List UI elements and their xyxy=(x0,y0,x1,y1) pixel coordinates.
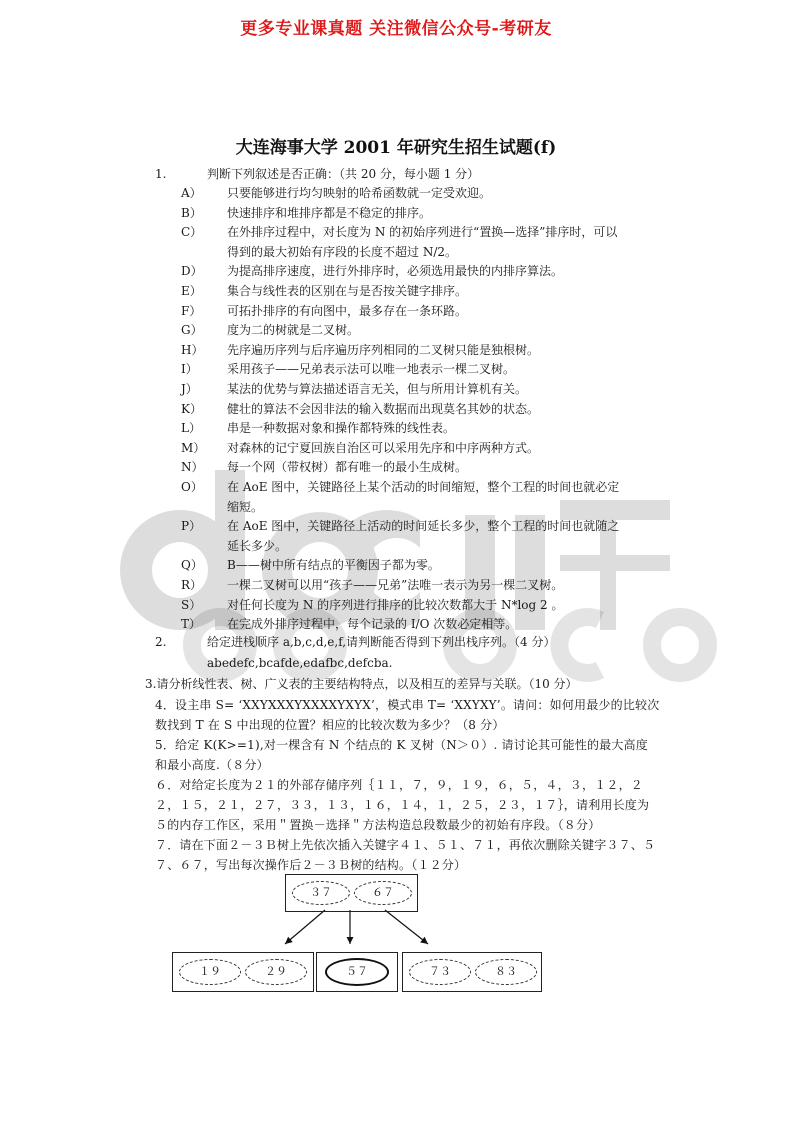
item-text: 快速排序和堆排序都是不稳定的排序。 xyxy=(227,205,432,220)
item-text: 一棵二叉树可以用“孩子——兄弟”法唯一表示为另一棵二叉树。 xyxy=(227,578,564,592)
item-text: 在 AoE 图中，关键路径上某个活动的时间缩短，整个工程的时间也就必定 xyxy=(227,480,620,494)
tree-key: ３７ xyxy=(292,881,350,905)
question-6: ６．对给定长度为２１的外部存储序列｛１１，７，９，１９，６，５，４，３，１２，２２，１５，２１，２７，３３，１３，１６，１４，１，２５，２３，１７｝，请利用长度为５的内存工作区，采用＂置换－选择＂方法构造总段数最少的初始有序段。（８分） xyxy=(155,778,650,832)
item-text: 每一个网（带权树）都有唯一的最小生成树。 xyxy=(227,460,468,475)
tree-key: ８３ xyxy=(475,959,537,985)
item-label: P） xyxy=(181,519,202,534)
item-label: L） xyxy=(181,421,201,436)
tree-root-node xyxy=(285,874,418,912)
item-label: S） xyxy=(181,597,202,612)
item-label: A） xyxy=(181,186,202,200)
item-label: R） xyxy=(181,578,203,592)
item-text-continued: 缩短。 xyxy=(227,499,264,514)
item-text-continued: 得到的最大初始有序段的长度不超过 N/2。 xyxy=(227,244,457,259)
item-text: 只要能够进行均匀映射的哈希函数就一定受欢迎。 xyxy=(227,186,492,200)
item-text: 在 AoE 图中，关键路径上活动的时间延长多少，整个工程的时间也就随之 xyxy=(227,519,620,534)
exam-title: 大连海事大学 2001 年研究生招生试题(f) xyxy=(235,138,557,158)
item-label: N） xyxy=(181,460,204,475)
tree-key: １９ xyxy=(179,959,241,985)
tree-left-node xyxy=(172,952,314,992)
question-3: 3.请分析线性表、树、广义表的主要结构特点，以及相互的差异与关联。（10 分） xyxy=(145,677,578,691)
item-label: H） xyxy=(181,342,204,357)
item-text: 可拓扑排序的有向图中，最多存在一条环路。 xyxy=(227,303,468,318)
question-number: 1. xyxy=(155,167,167,181)
item-text: 采用孩子——兄弟表示法可以唯一地表示一棵二叉树。 xyxy=(227,362,516,377)
item-label: K） xyxy=(181,401,202,416)
item-label: C） xyxy=(181,225,203,240)
item-text-continued: 延长多少。 xyxy=(227,538,288,553)
item-text: 健壮的算法不会因非法的输入数据而出现莫名其妙的状态。 xyxy=(227,401,540,416)
item-label: I） xyxy=(181,362,198,377)
question-number: 2. xyxy=(155,635,167,649)
item-text: 度为二的树就是二叉树。 xyxy=(227,323,360,338)
item-text: 在外排序过程中，对长度为 N 的初始序列进行“置换—选择”排序时，可以 xyxy=(227,225,618,240)
item-label: B） xyxy=(181,205,202,220)
item-label: F） xyxy=(181,303,202,318)
tree-middle-node xyxy=(316,952,398,992)
item-label: Q） xyxy=(181,558,203,573)
item-label: M） xyxy=(181,440,206,455)
tree-right-node xyxy=(402,952,542,992)
item-label: O） xyxy=(181,480,203,494)
item-text: 某法的优势与算法描述语言无关，但与所用计算机有关。 xyxy=(227,382,528,396)
item-label: D） xyxy=(181,264,203,279)
question-stem: 判断下列叙述是否正确：（共 20 分，每小题 1 分） xyxy=(207,167,480,181)
promo-banner: 更多专业课真题 关注微信公众号-考研友 xyxy=(240,19,552,39)
item-label: E） xyxy=(181,284,202,298)
item-label: T） xyxy=(181,617,202,632)
item-text: 串是一种数据对象和操作都特殊的线性表。 xyxy=(227,421,456,436)
item-text: 集合与线性表的区别在与是否按关键字排序。 xyxy=(227,284,468,298)
item-text: 为提高排序速度，进行外排序时，必须选用最快的内排序算法。 xyxy=(227,264,564,279)
tree-key: ２９ xyxy=(245,959,307,985)
item-text: 先序遍历序列与后序遍历序列相同的二叉树只能是独根树。 xyxy=(227,342,540,357)
question-text-continued: abedefc,bcafde,edafbc,defcba. xyxy=(207,656,393,670)
item-label: G） xyxy=(181,323,203,338)
tree-key: ７３ xyxy=(409,959,471,985)
item-text: 在完成外排序过程中，每个记录的 I/O 次数必定相等。 xyxy=(227,617,518,632)
item-text: 对任何长度为 N 的序列进行排序的比较次数都大于 N*log 2 。 xyxy=(227,597,564,612)
tree-key: ５７ xyxy=(325,958,389,986)
question-5: 5．给定 K(K>=1),对一棵含有 N 个结点的 K 叉树（N＞０）. 请讨论其可能性的最大高度和最小高度.（８分） xyxy=(155,738,648,772)
item-label: J） xyxy=(181,382,198,396)
tree-key: ６７ xyxy=(354,881,412,905)
item-text: B——树中所有结点的平衡因子都为零。 xyxy=(227,558,440,573)
question-7: ７．请在下面２－３Ｂ树上先依次插入关键字４１、５１、７１，再依次删除关键字３７、５７、６７，写出每次操作后２－３Ｂ树的结构。（１２分） xyxy=(155,838,656,872)
item-text: 对森林的记宁夏回族自治区可以采用先序和中序两种方式。 xyxy=(227,440,540,455)
question-4: 4．设主串 S= ‘XXYXXXYXXXXYXYX’，模式串 T= ‘XXYXY’。请问：如何用最少的比较次数找到 T 在 S 中出现的位置？相应的比较次数为多少？（8 分） xyxy=(155,698,660,732)
question-text: 给定进栈顺序 a,b,c,d,e,f,请判断能否得到下列出栈序列。（4 分） xyxy=(207,635,556,649)
